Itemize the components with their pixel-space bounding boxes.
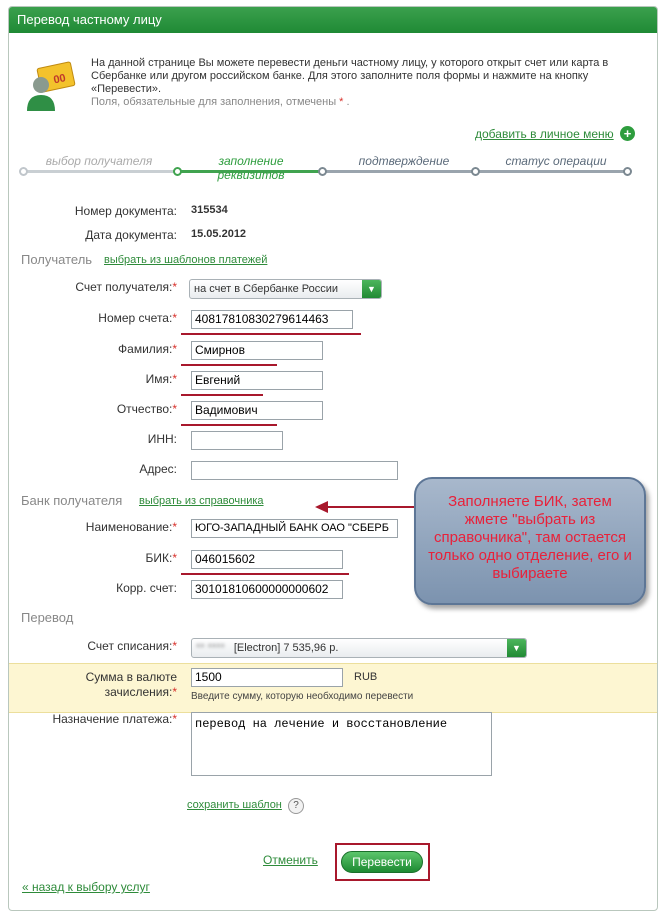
bik-label-text: БИК: xyxy=(145,551,173,565)
amount-label xyxy=(17,670,177,700)
required-star: * xyxy=(172,372,177,386)
step-dot-5 xyxy=(623,167,632,176)
currency-label: RUB xyxy=(354,671,378,683)
required-star: * xyxy=(172,402,177,416)
required-star: * xyxy=(172,520,177,534)
step-dot-1 xyxy=(19,167,28,176)
surname-label-text: Фамилия: xyxy=(118,342,173,356)
purpose-textarea[interactable]: перевод на лечение и восстановление xyxy=(191,712,492,776)
steps-track-done xyxy=(23,170,177,173)
bank-name-label xyxy=(17,520,177,534)
account-type-value: на счет в Сбербанке России xyxy=(194,283,339,295)
bank-section-title: Банк получателя xyxy=(21,493,123,508)
step-select-recipient: выбор получателя xyxy=(45,154,153,168)
doc-date-value: 15.05.2012 xyxy=(191,228,247,240)
annotation-arrow-icon xyxy=(315,501,328,513)
debit-account-masked: ** **** xyxy=(196,642,225,654)
name-label xyxy=(17,372,177,386)
inn-input[interactable] xyxy=(191,431,283,450)
account-number-label xyxy=(17,311,177,325)
svg-text:00: 00 xyxy=(52,72,67,87)
patronymic-input[interactable]: Вадимович xyxy=(191,401,323,420)
purpose-label-text: Назначение платежа: xyxy=(52,712,173,726)
window-title: Перевод частному лицу xyxy=(9,7,657,33)
purpose-label xyxy=(17,712,177,726)
submit-button[interactable]: Перевести xyxy=(341,851,423,873)
step-dot-4 xyxy=(471,167,480,176)
required-star: * xyxy=(172,551,177,565)
account-type-label xyxy=(17,280,177,294)
step-fill-details: заполнение реквизитов xyxy=(217,154,285,182)
submit-highlight xyxy=(335,843,430,881)
address-input[interactable] xyxy=(191,461,398,480)
required-star: * xyxy=(172,342,177,356)
account-type-label-text: Счет получателя: xyxy=(75,280,173,294)
doc-number-value: 315534 xyxy=(191,204,228,216)
account-type-select[interactable] xyxy=(189,279,382,299)
debit-account-label xyxy=(17,639,177,653)
intro-text xyxy=(91,57,641,109)
debit-account-select[interactable] xyxy=(191,638,527,658)
required-note-end: . xyxy=(346,96,350,108)
transfer-section-title: Перевод xyxy=(21,610,74,625)
account-number-label-text: Номер счета: xyxy=(98,311,173,325)
annotation-underline xyxy=(181,424,277,426)
annotation-arrow-line xyxy=(327,506,415,508)
annotation-underline xyxy=(181,333,361,335)
required-star: * xyxy=(172,639,177,653)
corr-account-input[interactable]: 30101810600000000602 xyxy=(191,580,343,599)
required-star: * xyxy=(172,685,177,699)
patronymic-label xyxy=(17,402,177,416)
person-money-icon xyxy=(23,59,79,115)
amount-input[interactable]: 1500 xyxy=(191,668,343,687)
bik-input[interactable]: 046015602 xyxy=(191,550,343,569)
bank-name-label-text: Наименование: xyxy=(85,520,173,534)
amount-hint: Введите сумму, которую необходимо перевести xyxy=(191,691,414,702)
annotation-underline xyxy=(181,394,263,396)
step-confirmation: подтверждение xyxy=(358,154,450,168)
choose-directory-link[interactable]: выбрать из справочника xyxy=(139,495,264,507)
required-star: * xyxy=(172,280,177,294)
required-note-text: Поля, обязательные для заполнения, отмечены xyxy=(91,96,337,108)
annotation-underline xyxy=(181,364,277,366)
cancel-link[interactable]: Отменить xyxy=(263,853,318,867)
inn-label: ИНН: xyxy=(147,432,177,446)
question-icon[interactable]: ? xyxy=(288,798,304,814)
amount-label-line1: Сумма в валюте xyxy=(85,670,177,684)
required-star: * xyxy=(172,311,177,325)
name-input[interactable]: Евгений xyxy=(191,371,323,390)
chevron-down-icon[interactable]: ▼ xyxy=(362,280,381,298)
required-note xyxy=(91,96,350,108)
add-to-menu-link[interactable]: добавить в личное меню xyxy=(475,127,614,141)
choose-template-link[interactable]: выбрать из шаблонов платежей xyxy=(104,254,268,266)
recipient-section-title: Получатель xyxy=(21,252,93,267)
debit-account-value: [Electron] 7 535,96 р. xyxy=(233,642,339,654)
save-template-link[interactable]: сохранить шаблон xyxy=(187,799,282,811)
surname-label xyxy=(17,342,177,356)
account-number-input[interactable]: 40817810830279614463 xyxy=(191,310,353,329)
bank-name-input[interactable]: ЮГО-ЗАПАДНЫЙ БАНК ОАО "СБЕРБ xyxy=(191,519,398,538)
corr-account-label: Корр. счет: xyxy=(116,581,177,595)
annotation-callout: Заполняете БИК, затем жмете "выбрать из справочника", там остается только одно отделение, его и выбираете xyxy=(414,477,646,605)
bik-label xyxy=(17,551,177,565)
debit-account-label-text: Счет списания: xyxy=(87,639,173,653)
back-to-services-link[interactable]: « назад к выбору услуг xyxy=(22,880,150,894)
chevron-down-icon[interactable]: ▼ xyxy=(507,639,526,657)
annotation-underline xyxy=(181,573,349,575)
doc-date-label: Дата документа: xyxy=(85,228,177,242)
required-star: * xyxy=(339,96,344,108)
plus-circle-icon[interactable]: + xyxy=(620,126,635,141)
transfer-window xyxy=(8,6,658,911)
address-label: Адрес: xyxy=(139,462,177,476)
step-status: статус операции xyxy=(505,154,607,168)
surname-input[interactable]: Смирнов xyxy=(191,341,323,360)
patronymic-label-text: Отчество: xyxy=(116,402,173,416)
required-star: * xyxy=(172,712,177,726)
name-label-text: Имя: xyxy=(145,372,173,386)
intro-description: На данной странице Вы можете перевести деньги частному лицу, у которого открыт счет или карта в Сбербанке или другом российском банке. Для этого заполните поля формы и нажмите на кнопку «Перевести». xyxy=(91,57,609,95)
doc-number-label: Номер документа: xyxy=(74,204,177,218)
amount-label-line2: зачисления: xyxy=(104,685,173,699)
